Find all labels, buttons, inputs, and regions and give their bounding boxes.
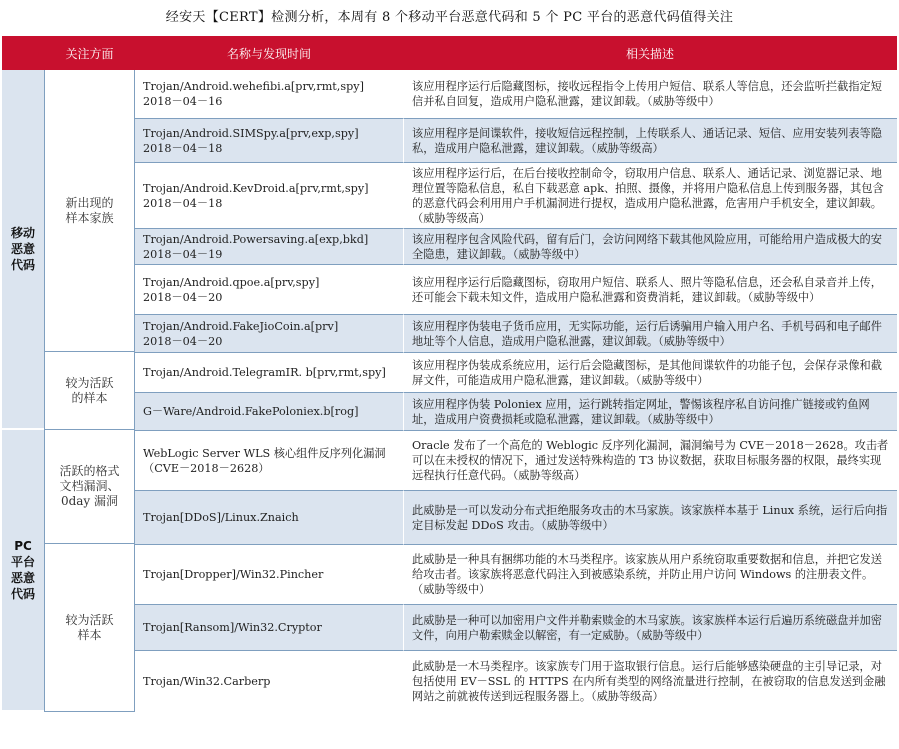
table-row xyxy=(2,352,897,392)
sample-name: Trojan/Android.FakeJioCoin.a[prv] 2018－04－20 xyxy=(135,314,403,352)
sample-name: Trojan[Ransom]/Win32.Cryptor xyxy=(135,604,403,650)
table-row xyxy=(2,228,897,264)
header-focus: 关注方面 xyxy=(44,36,135,70)
header-description: 相关描述 xyxy=(403,36,897,70)
sample-description: 此威胁是一可以发动分布式拒绝服务攻击的木马家族。该家族样本基于 Linux 系统，运行后向指定目标发起 DDoS 攻击。（威胁等级中） xyxy=(403,490,897,544)
sample-name: Trojan/Android.KevDroid.a[prv,rmt,spy] 2018－04－18 xyxy=(135,162,403,228)
sample-description: 此威胁是一种可以加密用户文件并勒索赎金的木马家族。该家族样本运行后遍历系统磁盘并加密文件，向用户勒索赎金以解密，有一定威胁。（威胁等级中） xyxy=(403,604,897,650)
sample-name: Trojan[DDoS]/Linux.Znaich xyxy=(135,490,403,544)
sample-description: Oracle 发布了一个高危的 Weblogic 反序列化漏洞，漏洞编号为 CVE－2018－2628。攻击者可以在未授权的情况下，通过发送特殊构造的 T3 协议数据，获取目标服务器的权限，最终实现远程执行任意代码。（威胁等级高） xyxy=(403,430,897,490)
header-name-date: 名称与发现时间 xyxy=(135,36,403,70)
sample-name: WebLogic Server WLS 核心组件反序列化漏洞（CVE－2018－2628） xyxy=(135,430,403,490)
table-row xyxy=(2,264,897,314)
table-row xyxy=(2,544,897,604)
sample-name: Trojan[Dropper]/Win32.Pincher xyxy=(135,544,403,604)
group-vulnerabilities: 活跃的格式文档漏洞、0day 漏洞 xyxy=(44,430,135,544)
table-row xyxy=(2,392,897,430)
table-row xyxy=(2,314,897,352)
sample-name: G－Ware/Android.FakePoloniex.b[rog] xyxy=(135,392,403,430)
table-header-row xyxy=(2,36,897,70)
sample-name: Trojan/Android.wehefibi.a[prv,rmt,spy] 2018－04－16 xyxy=(135,70,403,118)
table-row xyxy=(2,650,897,712)
malware-table xyxy=(2,36,897,712)
section-mobile: 移动恶意代码 xyxy=(2,70,44,430)
sample-description: 该应用程序包含风险代码，留有后门，会访问网络下载其他风险应用，可能给用户造成极大的安全隐患，建议卸载。（威胁等级中） xyxy=(403,228,897,264)
table-row xyxy=(2,604,897,650)
table-row xyxy=(2,430,897,490)
sample-description: 该应用程序运行后，在后台接收控制命令，窃取用户信息、联系人、通话记录、浏览器记录、地理位置等隐私信息，私自下载恶意 apk、拍照、摄像，并将用户隐私信息上传到服务器，其包含的恶意代码会利用用户手机漏洞进行提权，造成用户隐私泄露，危害用户手机安全，建议卸载。（威胁等级高） xyxy=(403,162,897,228)
sample-description: 该应用程序运行后隐藏图标，窃取用户短信、联系人、照片等隐私信息，还会私自录音并上传，还可能会下载未知文件，造成用户隐私泄露和资费消耗，建议卸载。（威胁等级中） xyxy=(403,264,897,314)
section-pc: PC 平台恶意代码 xyxy=(2,430,44,712)
sample-description: 该应用程序是间谍软件，接收短信远程控制，上传联系人、通话记录、短信、应用安装列表等隐私，造成用户隐私泄露，建议卸载。（威胁等级高） xyxy=(403,118,897,162)
header-category xyxy=(2,36,44,70)
sample-description: 该应用程序伪装电子货币应用，无实际功能，运行后诱骗用户输入用户名、手机号码和电子邮件地址等个人信息，造成用户隐私泄露，建议卸载。（威胁等级中） xyxy=(403,314,897,352)
sample-description: 此威胁是一种具有捆绑功能的木马类程序。该家族从用户系统窃取重要数据和信息，并把它发送给攻击者。该家族将恶意代码注入到被感染系统，并防止用户访问 Windows 的注册表文件。（威胁等级中） xyxy=(403,544,897,604)
sample-description: 该应用程序伪装 Poloniex 应用，运行跳转指定网址，警惕该程序私自访问推广链接或钓鱼网址，造成用户资费损耗或隐私泄露，建议卸载。（威胁等级中） xyxy=(403,392,897,430)
table-caption: 经安天【CERT】检测分析，本周有 8 个移动平台恶意代码和 5 个 PC 平台的恶意代码值得关注 xyxy=(165,10,734,25)
sample-name: Trojan/Android.qpoe.a[prv,spy] 2018－04－20 xyxy=(135,264,403,314)
group-new-families: 新出现的样本家族 xyxy=(44,70,135,352)
table-row xyxy=(2,490,897,544)
sample-description: 该应用程序运行后隐藏图标，接收远程指令上传用户短信、联系人等信息，还会监听拦截指定短信并私自回复，造成用户隐私泄露，建议卸载。（威胁等级中） xyxy=(403,70,897,118)
sample-name: Trojan/Android.SIMSpy.a[prv,exp,spy] 2018－04－18 xyxy=(135,118,403,162)
sample-description: 此威胁是一木马类程序。该家族专门用于盗取银行信息。运行后能够感染硬盘的主引导记录，对包括使用 EV－SSL 的 HTTPS 在内所有类型的网络流量进行控制，在被窃取的信息发送到金融网站之前就被传送到远程服务器上。（威胁等级高） xyxy=(403,650,897,712)
sample-name: Trojan/Win32.Carberp xyxy=(135,650,403,712)
group-active-mobile: 较为活跃的样本 xyxy=(44,352,135,430)
sample-name: Trojan/Android.Powersaving.a[exp,bkd] 2018－04－19 xyxy=(135,228,403,264)
sample-name: Trojan/Android.TelegramIR. b[prv,rmt,spy] xyxy=(135,352,403,392)
table-row xyxy=(2,70,897,118)
group-active-pc: 较为活跃样本 xyxy=(44,544,135,712)
table-row xyxy=(2,118,897,162)
sample-description: 该应用程序伪装成系统应用，运行后会隐藏图标，是其他间谍软件的功能子包，会保存录像和截屏文件，可能造成用户隐私泄露，建议卸载。（威胁等级中） xyxy=(403,352,897,392)
table-row xyxy=(2,162,897,228)
